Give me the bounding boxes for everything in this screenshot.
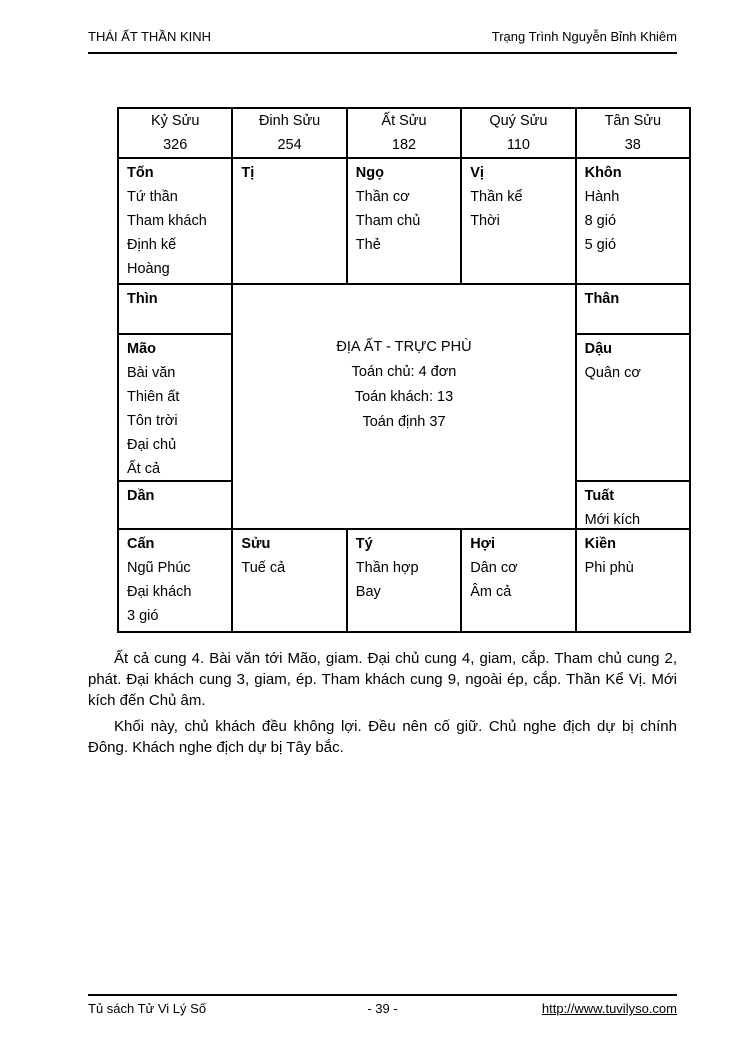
palace-line: Bay	[355, 584, 381, 600]
palace-line: Thẻ	[355, 237, 381, 253]
palace-cell-kien	[577, 530, 689, 631]
year-cell-tan-suu	[577, 109, 689, 157]
palace-line: Phi phù	[584, 560, 634, 576]
palace-line: Tuế cả	[241, 560, 286, 576]
footer-website-link[interactable]: http://www.tuvilyso.com	[541, 1001, 677, 1016]
palace-line: Thần kể	[470, 189, 523, 205]
palace-line: Hành	[584, 189, 620, 205]
year-value: 38	[624, 137, 641, 153]
year-name: Đinh Sửu	[258, 113, 321, 129]
palace-line: Đại khách	[127, 584, 192, 600]
page-footer	[88, 994, 677, 1017]
palace-cell-ti	[233, 159, 345, 283]
palace-cell-hoi	[462, 530, 574, 631]
palace-label: Tị	[241, 165, 255, 181]
palace-label: Dậu	[584, 341, 612, 357]
page-number: - 39 -	[367, 1001, 398, 1016]
palace-label: Ngọ	[355, 165, 384, 181]
palace-cell-mao	[119, 335, 231, 480]
palace-label: Tốn	[127, 165, 154, 181]
palace-line: 8 gió	[584, 213, 617, 229]
palace-cell-can	[119, 530, 231, 631]
body-text	[88, 648, 677, 763]
chart-center-cell	[233, 285, 574, 528]
palace-label: Tý	[355, 536, 373, 552]
palace-label: Thìn	[127, 291, 158, 307]
palace-label: Hợi	[470, 536, 495, 552]
year-cell-dinh-suu	[233, 109, 345, 157]
palace-line: 3 gió	[127, 608, 159, 624]
palace-cell-khon	[577, 159, 689, 283]
year-value: 326	[163, 137, 188, 153]
chart-title: ĐỊA ẤT - TRỰC PHÙ	[336, 339, 472, 355]
palace-label: Khôn	[584, 165, 622, 181]
palace-line: Dân cơ	[470, 560, 518, 576]
year-name: Tân Sửu	[604, 113, 662, 129]
palace-label: Cấn	[127, 536, 155, 552]
chart-toan-chu: Toán chủ: 4 đơn	[351, 364, 457, 380]
page-header	[88, 29, 677, 54]
palace-label: Sửu	[241, 536, 271, 552]
palace-line: Tứ thần	[127, 189, 178, 205]
year-name: Ất Sửu	[381, 113, 427, 129]
palace-line: Thiên ất	[127, 389, 180, 405]
year-cell-quy-suu	[462, 109, 574, 157]
palace-line: Hoàng	[127, 261, 170, 277]
palace-line: Thần hợp	[355, 560, 419, 576]
palace-cell-dan	[119, 482, 231, 528]
body-paragraph-1: Ất cả cung 4. Bài văn tới Mão, giam. Đại chủ cung 4, giam, cắp. Tham chủ cung 2, phát. Đại khách cung 3, giam, ép. Tham khách cung 9, ngoài ép, cắp. Thần Kể Vị. Mới kích đến Chủ âm.	[88, 650, 677, 709]
chart-toan-dinh: Toán định 37	[362, 414, 446, 430]
chart-toan-khach: Toán khách: 13	[354, 389, 454, 405]
year-cell-at-suu	[348, 109, 460, 157]
palace-line: Ngũ Phúc	[127, 560, 191, 576]
palace-label: Vị	[470, 165, 484, 181]
palace-label: Dần	[127, 488, 155, 504]
palace-line: Tham chủ	[355, 213, 421, 229]
year-value: 254	[277, 137, 302, 153]
palace-cell-ty	[348, 530, 460, 631]
palace-line: Mới kích	[584, 512, 641, 528]
palace-cell-suu	[233, 530, 345, 631]
body-paragraph-2: Khối này, chủ khách đều không lợi. Đều nên cố giữ. Chủ nghe địch dự bị chính Đông. Khách nghe địch dự bị Tây bắc.	[88, 718, 677, 756]
palace-label: Mão	[127, 341, 156, 357]
palace-line: Quân cơ	[584, 365, 641, 381]
palace-cell-ngo	[348, 159, 460, 283]
year-value: 182	[391, 137, 417, 153]
palace-line: Đại chủ	[127, 437, 177, 453]
palace-cell-vi	[462, 159, 574, 283]
palace-label: Thân	[584, 291, 620, 307]
palace-line: Thời	[470, 213, 500, 229]
palace-line: Tham khách	[127, 213, 207, 229]
palace-line: Ất cả	[127, 461, 161, 477]
palace-line: Tôn trời	[127, 413, 178, 429]
year-cell-ky-suu	[119, 109, 231, 157]
palace-line: Bài văn	[127, 365, 176, 381]
palace-line: 5 gió	[584, 237, 617, 253]
header-author: Trạng Trình Nguyễn Bỉnh Khiêm	[491, 29, 677, 44]
year-value: 110	[506, 137, 530, 153]
year-name: Quý Sửu	[489, 113, 548, 129]
palace-label: Tuất	[584, 488, 615, 504]
palace-line: Thần cơ	[355, 189, 410, 205]
footer-series-title: Tủ sách Tử Vi Lý Số	[88, 1001, 207, 1016]
palace-cell-than	[577, 285, 689, 333]
palace-cell-tuat	[577, 482, 689, 528]
palace-cell-thin	[119, 285, 231, 333]
palace-label: Kiền	[584, 536, 617, 552]
palace-line: Âm cả	[470, 584, 512, 600]
palace-cell-ton	[119, 159, 231, 283]
year-name: Kỷ Sửu	[150, 113, 200, 129]
palace-line: Định kế	[127, 237, 177, 253]
thai-at-chart-table	[117, 107, 691, 633]
palace-cell-dau	[577, 335, 689, 480]
header-book-title: THÁI ẤT THẦN KINH	[88, 29, 212, 44]
